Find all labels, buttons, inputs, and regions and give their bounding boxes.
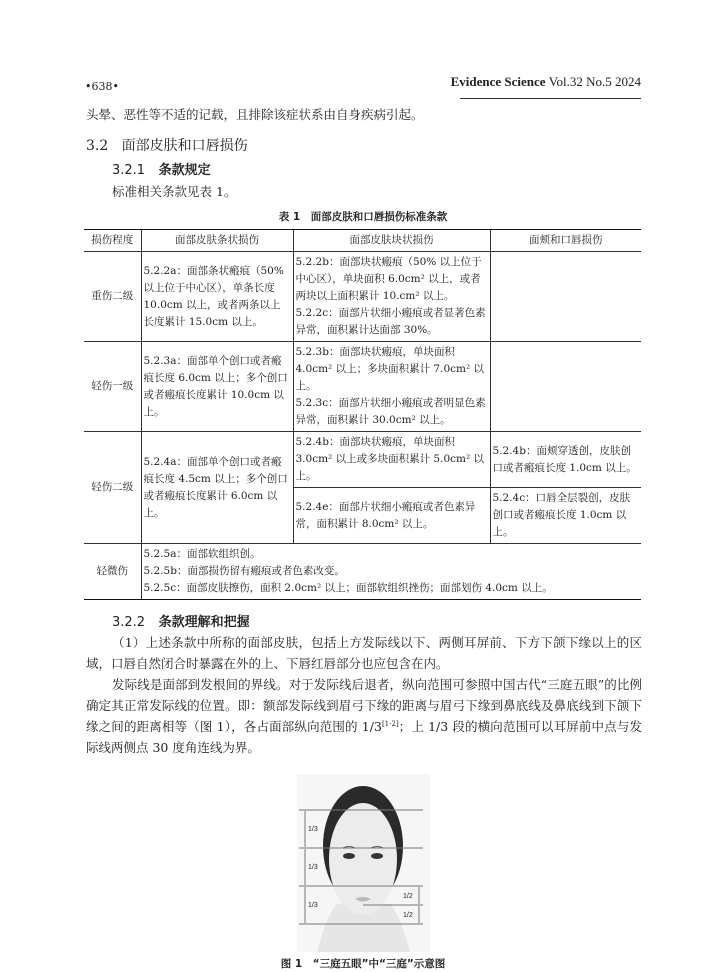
strip-cell: 5.2.4a：面部单个创口或者瘢痕长度 4.5cm 以上；多个创口或者瘢痕长度累计 6.0cm 以上。: [141, 432, 293, 544]
fraction-label: 1/3: [307, 864, 318, 871]
block-cell: 5.2.4b：面部块状瘢痕，单块面积 3.0cm² 以上或多块面积累计 5.0cm² 以上。: [293, 432, 490, 488]
table-caption: 表 1 面部皮肤和口唇损伤标准条款: [278, 211, 448, 223]
table-header-row: [84, 230, 641, 252]
header-rule: [460, 98, 641, 99]
header-cell: 面部皮肤块状损伤: [293, 230, 490, 252]
minor-line: 5.2.5b：面部损伤留有瘢痕或者色素改变。: [143, 565, 345, 577]
face-proportion-figure: [297, 774, 430, 952]
intro-line: 头晕、恶性等不适的记载，且排除该症状系由自身疾病引起。: [86, 107, 424, 122]
right-eye: [371, 853, 383, 859]
section-heading: [86, 136, 248, 156]
citation: [1-2]: [381, 719, 399, 728]
strip-cell: 5.2.2a：面部条状瘢痕（50%以上位于中心区），单条长度 10.0cm 以上，或者两条以上长度累计 15.0cm 以上。: [141, 252, 293, 342]
grade-cell: 轻伤一级: [84, 342, 141, 432]
fraction-label: 1/3: [307, 826, 318, 833]
table-row: [84, 432, 641, 488]
left-eye: [343, 853, 355, 859]
subsection-title: 条款规定: [158, 163, 211, 178]
subsection-number: 3.2.2: [112, 615, 146, 630]
table-row: [84, 252, 641, 342]
main-flow: [84, 209, 642, 972]
block-text: 5.2.3c：面部片状细小瘢痕或者明显色素异常，面积累计 30.0cm² 以上。: [295, 397, 486, 426]
header-cell: 面颊和口唇损伤: [490, 230, 641, 252]
paragraph: [86, 674, 642, 758]
grade-cell: 轻伤二级: [84, 432, 141, 544]
fraction-label: 1/3: [307, 902, 318, 909]
block-text: 5.2.3b：面部块状瘢痕，单块面积 4.0cm² 以上；多块面积累计 7.0cm² 以上。: [295, 346, 485, 392]
cheek-cell: 5.2.4b：面颊穿透创，皮肤创口或者瘢痕长度 1.0cm 以上。: [490, 432, 641, 488]
subsection-title: 条款理解和把握: [158, 615, 250, 630]
cheek-cell: 5.2.4c：口唇全层裂创，皮肤创口或者瘢痕长度 1.0cm 以上。: [490, 488, 641, 544]
paragraph: （1）上述条款中所称的面部皮肤，包括上方发际线以下、两侧耳屏前、下方下颌下缘以上的区域，口唇自然闭合时暴露在外的上、下唇红唇部分也应包含在内。: [86, 635, 642, 671]
standards-table: [84, 229, 641, 600]
journal-name: Evidence Science: [450, 74, 546, 89]
table-row: [84, 544, 641, 600]
paragraph-text: ；上 1/3 段的横向范围可以耳屏前中点与发际线两侧点 30 度角连线为界。: [86, 719, 642, 755]
subsection-number: 3.2.1: [112, 163, 146, 178]
block-cell: [293, 342, 490, 432]
fraction-label: 1/2: [402, 912, 413, 919]
fraction-label: 1/2: [402, 893, 413, 900]
table-reference: 标准相关条款见表 1。: [112, 184, 237, 199]
subsection-heading: [112, 162, 211, 180]
minor-injury-cell: [141, 544, 641, 600]
section-title: 面部皮肤和口唇损伤: [121, 138, 248, 154]
block-cell: 5.2.2b：面部块状瘢痕（50% 以上位于中心区），单块面积 6.0cm² 以上，或者两块以上面积累计 10.cm² 以上。5.2.2c：面部片状细小瘢痕或者显著色素异常，面积累计达面部 30%。: [293, 252, 490, 342]
journal-volume: Vol.32 No.5 2024: [548, 74, 641, 89]
minor-line: 5.2.5c：面部皮肤擦伤，面积 2.0cm² 以上；面部软组织挫伤；面部划伤 4.0cm 以上。: [143, 582, 553, 594]
page-number: •638•: [85, 80, 119, 93]
grade-cell: 重伤二级: [84, 252, 141, 342]
journal-header: [451, 74, 641, 90]
figure-caption: 图 1 “三庭五眼”中“三庭”示意图: [280, 958, 446, 970]
header-cell: 损伤程度: [84, 230, 141, 252]
paragraph-text: 发际线是面部到发根间的界线。对于发际线后退者，纵向范围可参照中国古代“三庭五眼”的比例确定其正常发际线的位置。即：额部发际线到眉弓下缘的距离与眉弓下缘到鼻底线及鼻底线到下颌下缘之间的距离相等（图 1），各占面部纵向范围的 1/3: [86, 677, 642, 734]
grade-cell: 轻微伤: [84, 544, 141, 600]
strip-cell: 5.2.3a：面部单个创口或者瘢痕长度 6.0cm 以上；多个创口或者瘢痕长度累计 10.0cm 以上。: [141, 342, 293, 432]
table-row: [84, 342, 641, 432]
cheek-cell: [490, 342, 641, 432]
minor-line: 5.2.5a：面部软组织创。: [143, 548, 261, 560]
header-cell: 面部皮肤条状损伤: [141, 230, 293, 252]
section-number: 3.2: [86, 138, 109, 154]
subsection-heading: [112, 614, 642, 632]
block-cell: 5.2.4e：面部片状细小瘢痕或者色素异常，面积累计 8.0cm² 以上。: [293, 488, 490, 544]
cheek-cell: [490, 252, 641, 342]
